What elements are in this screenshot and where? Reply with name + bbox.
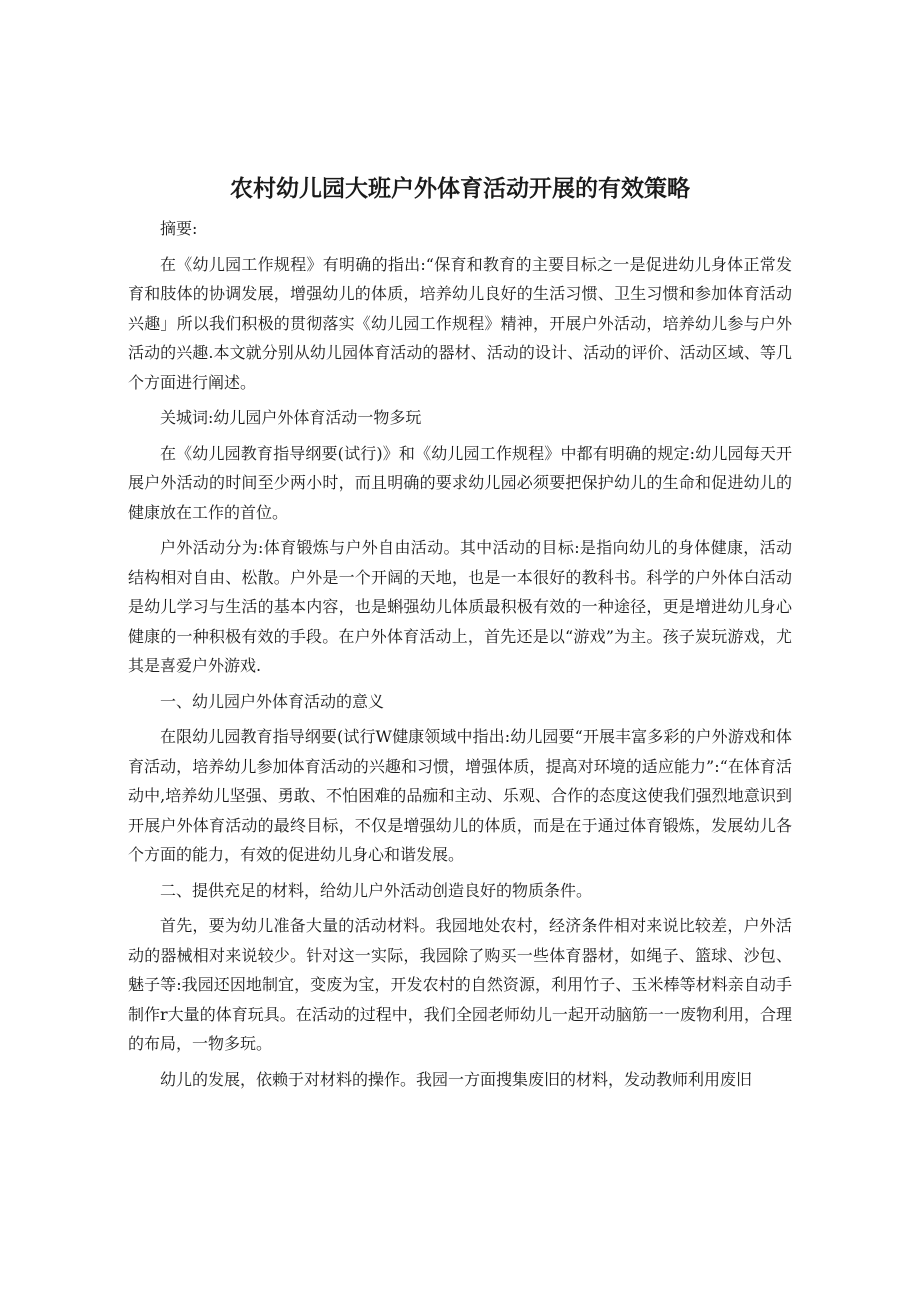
body-paragraph: 户外活动分为:体育锻炼与户外自由活动。其中活动的目标:是指向幼儿的身体健康，活动结构相对自由、松散。户外是一个开阔的天地，也是一本很好的教科书。科学的户外体白活动是幼儿学习与生活的基本内容，也是蝌强幼儿体质最积极有效的一种途径，更是增进幼儿身心健康的一种积极有效的手段。在户外体育活动上，首先还是以“游戏”为主。孩子炭玩游戏，尤其是喜爱户外游戏. [128, 538, 792, 675]
body-paragraph: 首先，要为幼儿准备大量的活动材料。我园地处农村，经济条件相对来说比较差，户外活动的器械相对来说较少。针对这一实际，我园除了购买一些体育器材，如绳子、篮球、沙包、魅子等:我园还因地制宜，变废为宝，开发农村的自然资源，利用竹子、玉米棒等材料亲自动手制作r大量的体育玩具。在活动的过程中，我们全园老师幼儿一起开动脑筋一一废物利用，合理的布局，一物多玩。 [128, 916, 792, 1053]
document-page [128, 172, 792, 1100]
body-paragraph: 在限幼儿园教育指导纲要(试行W健康领域中指出:幼儿园要“开展丰富多彩的户外游戏和体育活动，培养幼儿参加体育活动的兴趣和习惯，增强体质，提高对环境的适应能力”:“在体育活动中,培养幼儿坚强、勇敢、不怕困难的品痂和主动、乐观、合作的态度这使我们强烈地意识到开展户外体育活动的最终目标，不仅是增强幼儿的体质，而是在于通过体育锻炼，发展幼儿各个方面的能力，有效的促进幼儿身心和谐发展。 [128, 727, 792, 864]
section-heading: 一、幼儿园户外体育活动的意义 [160, 691, 385, 711]
section-heading: 二、提供充足的材料，给幼儿户外活动创造良好的物质条件。 [160, 880, 593, 900]
abstract-paragraph: 在《幼儿园工作规程》有明确的指出:“保育和教育的主要目标之一是促进幼儿身体正常发育和肢体的协调发展，增强幼儿的体质，培养幼儿良好的生活习惯、卫生习惯和参加体育活动兴趣」所以我们积极的贯彻落实《幼儿园工作规程》精神，开展户外活动，培养幼儿参与户外活动的兴趣.本文就分别从幼儿园体育活动的器材、活动的设计、活动的评价、活动区域、等几个方面进行阐述。 [128, 254, 792, 392]
body-paragraph: 在《幼儿园教育指导纲要(试行)》和《幼儿园工作规程》中都有明确的规定:幼儿园每天开展户外活动的时间至少两小时，而且明确的要求幼儿园必须要把保护幼儿的生命和促进幼儿的健康放在工作的首位。 [128, 443, 792, 522]
abstract-label: 摘要: [160, 219, 198, 238]
body-paragraph: 幼儿的发展，依赖于对材料的操作。我园一方面搜集废旧的材料，发动教师利用废旧 [160, 1069, 753, 1089]
document-title: 农村幼儿园大班户外体育活动开展的有效策略 [230, 176, 690, 202]
keywords-paragraph: 关城词:幼儿园户外体育活动一物多玩 [160, 408, 422, 427]
